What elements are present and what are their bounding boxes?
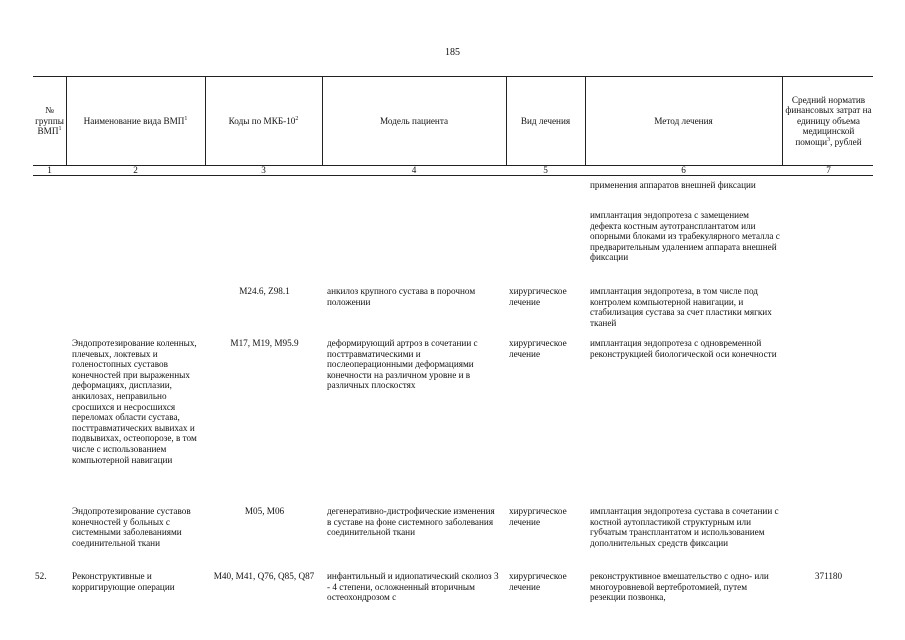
- col-number-2: 2: [133, 165, 138, 175]
- row6-codes: M40, M41, Q76, Q85, Q87: [213, 571, 315, 581]
- row3-codes: M24.6, Z98.1: [239, 286, 290, 296]
- row6-method: реконструктивное вмешательство с одно- или многоуровневой вертебротомией, путем резекции позвонка,: [590, 571, 769, 603]
- header-icd-codes: Коды по МКБ-$10^2$: [228, 115, 299, 126]
- col-number-3: 3: [261, 165, 266, 175]
- col-number-7: 7: [826, 165, 831, 175]
- header-treatment-type: Вид лечения: [520, 115, 571, 126]
- row4-treatment: хирургическое лечение: [509, 338, 567, 359]
- header-group-number: № группы ВМП$^1$: [35, 105, 64, 137]
- row3-method: имплантация эндопротеза, в том числе под контролем компьютерной навигации, и стабилизация сустава за счет пластики мягких тканей: [590, 286, 772, 328]
- col-number-6: 6: [681, 165, 686, 175]
- row6-model: инфантильный и идиопатический сколиоз 3 - 4 степени, осложненный вторичным остеохондрозом с: [327, 571, 499, 603]
- row3-treatment: хирургическое лечение: [509, 286, 567, 307]
- row5-name: Эндопротезирование суставов конечностей у больных с системными заболеваниями соединительной ткани: [72, 506, 191, 548]
- row4-model: деформирующий артроз в сочетании с посттравматическими и послеоперационными деформациями конечности на различном уровне и в различных плоскостях: [327, 338, 478, 391]
- header-patient-model: Модель пациента: [379, 115, 449, 126]
- header-treatment-method: Метод лечения: [654, 115, 713, 126]
- col-number-5: 5: [543, 165, 548, 175]
- row6-group-number: 52.: [35, 571, 47, 581]
- row2-method: имплантация эндопротеза с замещением дефекта костным аутотрансплантатом или опорными блоками из трабекулярного металла с предварительным удалением аппарата внешней фиксации: [590, 210, 780, 263]
- header-vmp-name: Наименование вида ВМП$^1$: [83, 115, 188, 126]
- row4-codes: M17, M19, M95.9: [230, 338, 299, 348]
- row5-model: дегенеративно-дистрофические изменения в суставе на фоне системного заболевания соединительной ткани: [327, 506, 495, 538]
- row6-name: Реконструктивные и корригирующие операции: [72, 571, 175, 592]
- row3-model: анкилоз крупного сустава в порочном положении: [327, 286, 476, 307]
- row5-codes: M05, M06: [244, 506, 285, 516]
- row6-treatment: хирургическое лечение: [509, 571, 567, 592]
- row4-name: Эндопротезирование коленных, плечевых, локтевых и голеностопных суставов конечностей при выраженных деформациях, дисплазии, анкилозах, неправильно сросшихся и несросшихся переломах области сустава, посттравматических вывихах и подвывихах, остеопорозе, в том числе с использованием компьютерной навигации: [72, 338, 197, 465]
- row4-method: имплантация эндопротеза с одновременной реконструкцией биологической оси конечности: [590, 338, 777, 359]
- header-divider-6: [782, 76, 783, 165]
- row5-treatment: хирургическое лечение: [509, 506, 567, 527]
- col-number-4: 4: [411, 165, 417, 175]
- row1-method: применения аппаратов внешней фиксации: [590, 180, 756, 190]
- row5-method: имплантация эндопротеза сустава в сочетании с костной аутопластикой структурным или губчатым трансплантатом и использованием дополнительных средств фиксации: [590, 506, 779, 548]
- row6-cost: 371180: [814, 571, 843, 581]
- header-average-cost: Средний норматив финансовых затрат на единицу объема медицинской помощи$^3$, рублей: [785, 94, 872, 147]
- page-number: 185: [445, 47, 460, 58]
- col-number-1: 1: [47, 165, 52, 175]
